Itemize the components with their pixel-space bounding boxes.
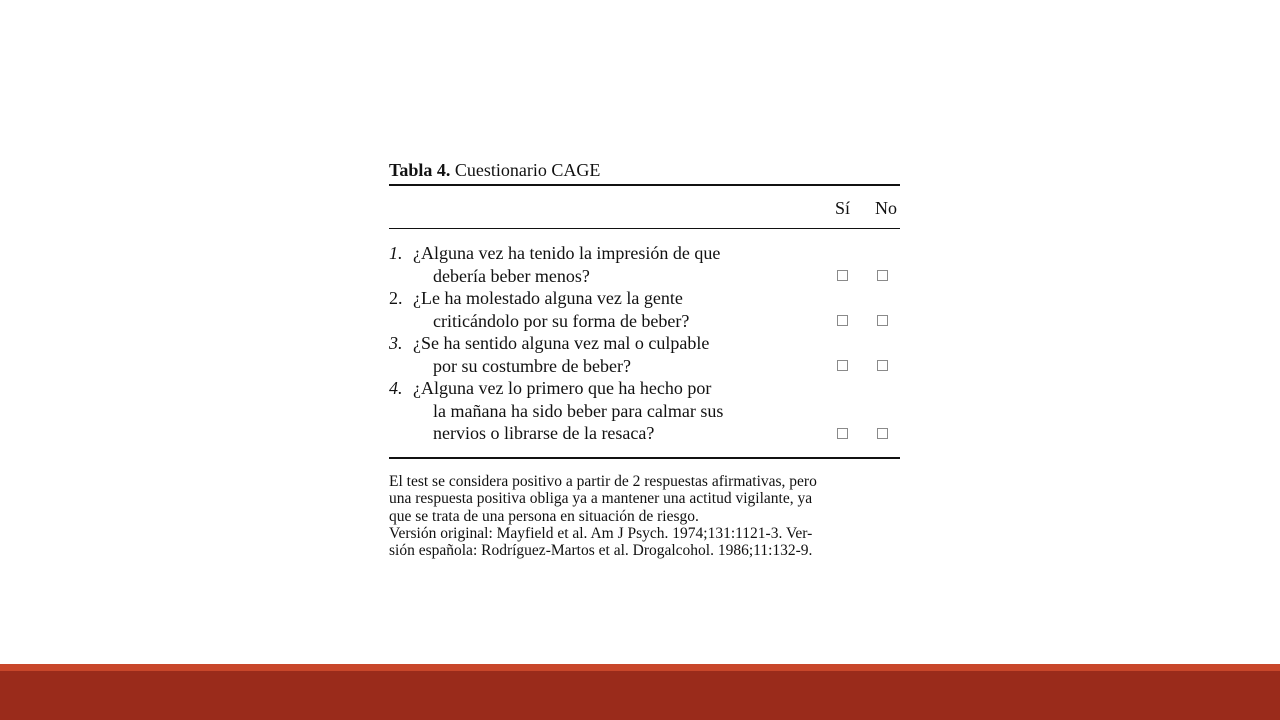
table-notes — [389, 473, 900, 559]
checkbox-no-3[interactable] — [877, 360, 888, 371]
note-line: una respuesta positiva obliga ya a mantener una actitud vigilante, ya — [389, 490, 813, 508]
footer-accent-stripe — [0, 664, 1280, 671]
question-number: 4. — [389, 378, 403, 398]
checkbox-yes-4[interactable] — [837, 428, 848, 439]
checkbox-no-4[interactable] — [877, 428, 888, 439]
question-number: 1. — [389, 243, 403, 263]
question-2 — [389, 287, 900, 332]
question-3 — [389, 332, 900, 377]
question-list — [389, 229, 900, 457]
checkbox-no-1[interactable] — [877, 270, 888, 281]
note-line: sión española: Rodríguez-Martos et al. Drogalcohol. 1986;11:132-9. — [389, 542, 813, 560]
question-text-line: criticándolo por su forma de beber? — [433, 310, 690, 331]
question-text-line: ¿Le ha molestado alguna vez la gente — [413, 288, 683, 308]
question-text-line: ¿Alguna vez lo primero que ha hecho por — [413, 378, 712, 398]
note-line: Versión original: Mayfield et al. Am J Psych. 1974;131:1121-3. Ver- — [389, 524, 813, 542]
cage-table — [389, 158, 900, 559]
question-text-line: debería beber menos? — [433, 265, 590, 286]
question-number: 2. — [389, 288, 403, 308]
footer-bar — [0, 671, 1280, 720]
note-line: El test se considera positivo a partir de 2 respuestas afirmativas, pero — [389, 473, 817, 490]
checkbox-yes-3[interactable] — [837, 360, 848, 371]
column-header-no: No — [875, 198, 897, 218]
question-text-line: por su costumbre de beber? — [433, 355, 631, 376]
column-header-yes: Sí — [835, 198, 851, 218]
note-line: que se trata de una persona en situación de riesgo. — [389, 507, 699, 525]
question-text-line: ¿Alguna vez ha tenido la impresión de que — [413, 243, 721, 263]
bottom-rule — [389, 457, 900, 459]
question-4 — [389, 377, 900, 445]
checkbox-yes-2[interactable] — [837, 315, 848, 326]
table-title — [389, 158, 900, 184]
checkbox-no-2[interactable] — [877, 315, 888, 326]
table-title-text: Cuestionario CAGE — [450, 160, 601, 180]
question-text-line: nervios o librarse de la resaca? — [433, 423, 655, 443]
question-text-line: ¿Se ha sentido alguna vez mal o culpable — [413, 333, 710, 353]
question-1 — [389, 242, 900, 287]
question-number: 3. — [389, 333, 403, 353]
column-header-row — [389, 186, 900, 228]
question-text-line: la mañana ha sido beber para calmar sus — [433, 400, 724, 421]
table-title-label: Tabla 4. — [389, 160, 451, 180]
checkbox-yes-1[interactable] — [837, 270, 848, 281]
